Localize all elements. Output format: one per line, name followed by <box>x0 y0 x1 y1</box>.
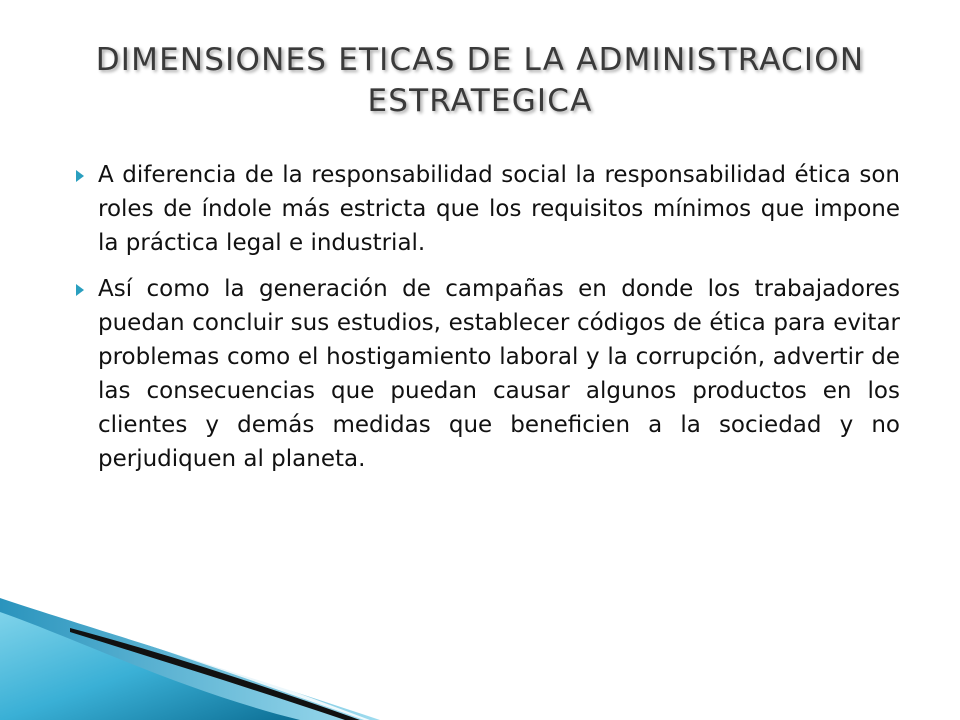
slide-title <box>40 40 920 122</box>
bullet-text: Así como la generación de campañas en donde los trabajadores puedan concluir sus estudios, establecer códigos de ética para evitar problemas como el hostigamiento laboral y la corrupción, advertir de las consecuencias que puedan causar algunos productos en los clientes y demás medidas que beneficien a la sociedad y no perjudiquen al planeta. <box>98 276 900 472</box>
bullet-item <box>64 158 900 260</box>
bullet-item <box>64 272 900 476</box>
triangle-arrow-icon <box>76 284 84 296</box>
triangle-arrow-icon <box>76 170 84 182</box>
title-line-2: ESTRATEGICA <box>367 83 593 119</box>
title-line-1: DIMENSIONES ETICAS DE LA ADMINISTRACION <box>95 42 865 78</box>
bullet-list <box>64 158 900 488</box>
bullet-text: A diferencia de la responsabilidad social la responsabilidad ética son roles de índole más estricta que los requisitos mínimos que impone la práctica legal e industrial. <box>98 162 900 256</box>
